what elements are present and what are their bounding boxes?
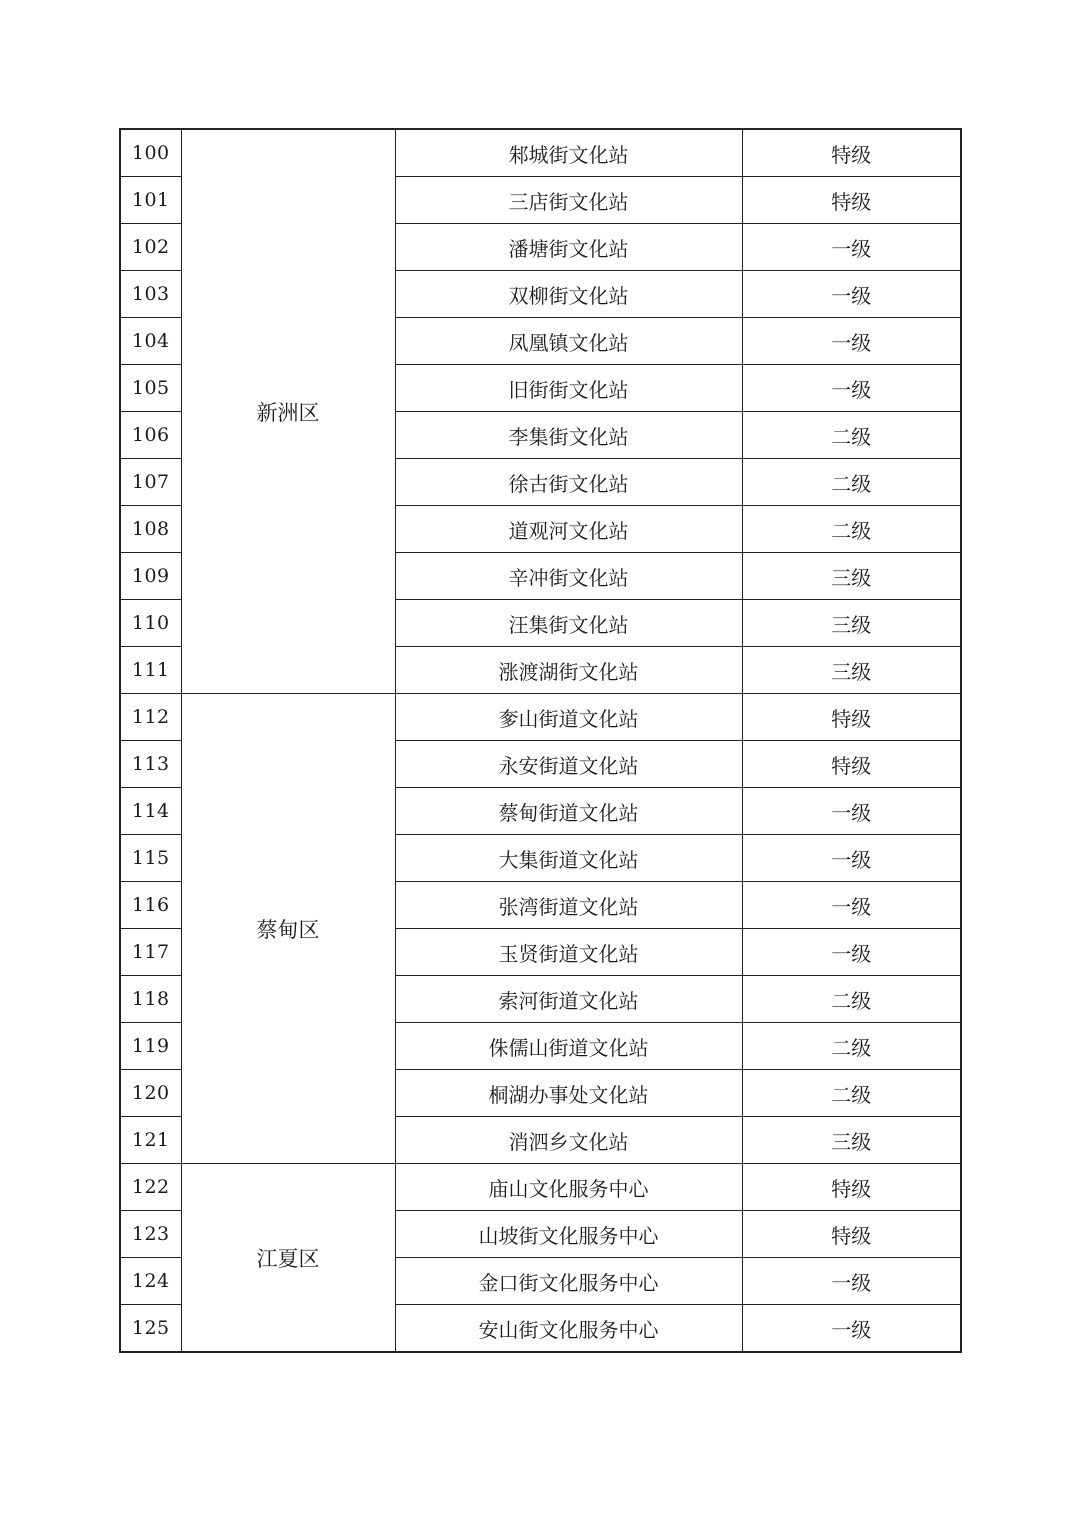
station-level: 一级 — [742, 882, 961, 929]
station-level: 一级 — [742, 835, 961, 882]
station-level: 二级 — [742, 506, 961, 553]
table-row — [120, 694, 961, 741]
station-name: 大集街道文化站 — [395, 835, 742, 882]
table-row — [120, 129, 961, 177]
station-level: 三级 — [742, 1117, 961, 1164]
station-name: 旧街街文化站 — [395, 365, 742, 412]
station-level: 三级 — [742, 553, 961, 600]
station-level: 一级 — [742, 1305, 961, 1353]
district-name: 蔡甸区 — [181, 694, 395, 1164]
table-row — [120, 1164, 961, 1211]
station-name: 张湾街道文化站 — [395, 882, 742, 929]
row-number: 113 — [120, 741, 181, 788]
station-level: 一级 — [742, 318, 961, 365]
station-level: 三级 — [742, 647, 961, 694]
row-number: 125 — [120, 1305, 181, 1353]
district-name: 江夏区 — [181, 1164, 395, 1353]
station-level: 二级 — [742, 976, 961, 1023]
station-level: 一级 — [742, 788, 961, 835]
station-name: 邾城街文化站 — [395, 129, 742, 177]
row-number: 122 — [120, 1164, 181, 1211]
station-level: 特级 — [742, 177, 961, 224]
station-name: 玉贤街道文化站 — [395, 929, 742, 976]
row-number: 121 — [120, 1117, 181, 1164]
station-level: 一级 — [742, 271, 961, 318]
station-name: 凤凰镇文化站 — [395, 318, 742, 365]
culture-station-table — [119, 128, 962, 1353]
row-number: 100 — [120, 129, 181, 177]
row-number: 117 — [120, 929, 181, 976]
row-number: 118 — [120, 976, 181, 1023]
row-number: 105 — [120, 365, 181, 412]
row-number: 124 — [120, 1258, 181, 1305]
station-name: 永安街道文化站 — [395, 741, 742, 788]
row-number: 104 — [120, 318, 181, 365]
station-name: 侏儒山街道文化站 — [395, 1023, 742, 1070]
row-number: 119 — [120, 1023, 181, 1070]
station-level: 特级 — [742, 1211, 961, 1258]
row-number: 107 — [120, 459, 181, 506]
row-number: 111 — [120, 647, 181, 694]
station-name: 辛冲街文化站 — [395, 553, 742, 600]
district-name: 新洲区 — [181, 129, 395, 694]
station-name: 潘塘街文化站 — [395, 224, 742, 271]
station-name: 三店街文化站 — [395, 177, 742, 224]
station-name: 桐湖办事处文化站 — [395, 1070, 742, 1117]
station-name: 道观河文化站 — [395, 506, 742, 553]
station-name: 安山街文化服务中心 — [395, 1305, 742, 1353]
station-level: 一级 — [742, 1258, 961, 1305]
station-name: 消泗乡文化站 — [395, 1117, 742, 1164]
row-number: 101 — [120, 177, 181, 224]
station-level: 一级 — [742, 929, 961, 976]
station-level: 二级 — [742, 1070, 961, 1117]
station-level: 特级 — [742, 129, 961, 177]
station-name: 金口街文化服务中心 — [395, 1258, 742, 1305]
row-number: 112 — [120, 694, 181, 741]
row-number: 120 — [120, 1070, 181, 1117]
station-name: 徐古街文化站 — [395, 459, 742, 506]
station-name: 蔡甸街道文化站 — [395, 788, 742, 835]
station-level: 特级 — [742, 1164, 961, 1211]
station-level: 二级 — [742, 1023, 961, 1070]
station-level: 三级 — [742, 600, 961, 647]
station-name: 李集街文化站 — [395, 412, 742, 459]
station-name: 涨渡湖街文化站 — [395, 647, 742, 694]
row-number: 103 — [120, 271, 181, 318]
station-name: 庙山文化服务中心 — [395, 1164, 742, 1211]
station-name: 汪集街文化站 — [395, 600, 742, 647]
row-number: 108 — [120, 506, 181, 553]
station-name: 索河街道文化站 — [395, 976, 742, 1023]
row-number: 115 — [120, 835, 181, 882]
row-number: 114 — [120, 788, 181, 835]
station-level: 特级 — [742, 741, 961, 788]
row-number: 116 — [120, 882, 181, 929]
station-name: 双柳街文化站 — [395, 271, 742, 318]
station-level: 一级 — [742, 365, 961, 412]
station-name: 奓山街道文化站 — [395, 694, 742, 741]
station-level: 一级 — [742, 224, 961, 271]
station-level: 特级 — [742, 694, 961, 741]
row-number: 109 — [120, 553, 181, 600]
station-level: 二级 — [742, 459, 961, 506]
row-number: 102 — [120, 224, 181, 271]
row-number: 110 — [120, 600, 181, 647]
table-body — [120, 129, 961, 1352]
row-number: 106 — [120, 412, 181, 459]
station-level: 二级 — [742, 412, 961, 459]
row-number: 123 — [120, 1211, 181, 1258]
station-name: 山坡街文化服务中心 — [395, 1211, 742, 1258]
